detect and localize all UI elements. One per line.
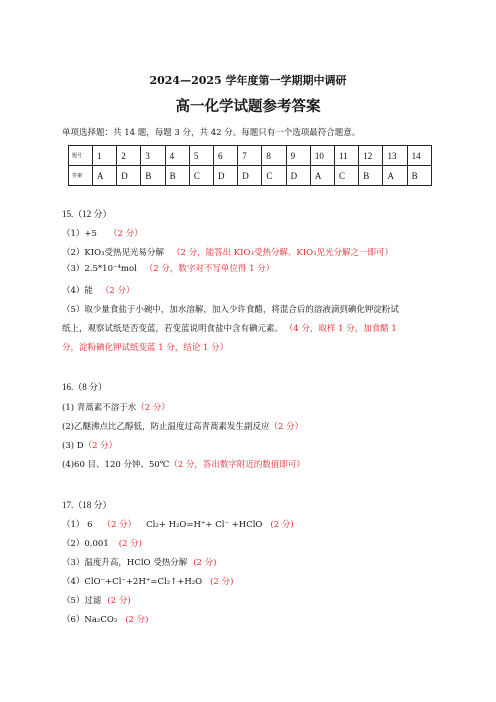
answer-text: （2）0.001 [62,539,109,549]
score-note: （2 分，能答出 KIO₃受热分解、KIO₃见光分解之一即可） [172,248,393,258]
answer-cell: C [262,166,286,186]
question-number: 4 [165,146,189,166]
q15-line-5b [62,322,397,334]
q17-line-1 [62,518,294,530]
question-number: 10 [310,146,334,166]
question-number: 3 [141,146,165,166]
question-number: 11 [335,146,359,166]
score-note: (2 分) [210,577,234,587]
q16-line-1 [62,401,170,413]
answer-text: （1）+5 [62,229,97,239]
q15-line-5c: 分，淀粉碘化钾试纸变蓝 1 分，结论 1 分） [62,343,229,353]
answer-text: （6）Na₂CO₃ [62,615,118,625]
score-note: （2 分） [108,229,143,239]
question-number: 6 [214,146,238,166]
answer-text: （3）温度升高，HClO 受热分解 [62,558,188,568]
score-note: (2 分) [107,596,131,606]
row-label-answer: 答案 [69,166,93,186]
answer-cell: B [165,166,189,186]
answer-cell: A [383,166,407,186]
answer-text: (2)乙醚沸点比乙醇低，防止温度过高青蒿素发生副反应 [62,422,270,432]
score-note: （2 分，数字对不写单位得 1 分） [144,264,275,274]
row-label-number: 题号 [69,146,93,166]
answer-cell: B [407,166,431,186]
answer-text: (1) 青蒿素不溶于水 [62,403,137,413]
answer-text: (3) D [62,441,84,451]
score-note: （2 分） [83,441,118,451]
q17-line-4 [62,575,233,587]
answer-text: （2）KIO₃受热见光易分解 [62,248,164,258]
mcq-instructions: 单项选择题：共 14 题，每题 3 分，共 42 分。每题只有一个选项最符合题意。 [62,128,361,138]
q15-heading: 15.（12 分） [62,209,112,219]
q16-line-4 [62,458,305,470]
answer-table [68,145,432,186]
question-number: 5 [189,146,213,166]
equation-text: （4）ClO⁻+Cl⁻+2H⁺=Cl₂↑+H₂O [62,577,203,587]
answer-cell: C [189,166,213,186]
score-note: （2 分） [100,286,135,296]
answer-text: （1） 6 [62,520,93,530]
q17-line-2 [62,537,142,549]
q16-heading: 16.（8 分） [62,382,108,392]
score-note: (2 分) [270,520,294,530]
answer-cell: D [286,166,310,186]
q17-line-5 [62,594,131,606]
question-number: 12 [359,146,383,166]
answer-cell: D [238,166,262,186]
question-number: 7 [238,146,262,166]
answer-cell: C [335,166,359,186]
q15-line-2 [62,246,393,258]
score-note: （4 分，取样 1 分，加食醋 1 [289,324,397,334]
score-note: （2 分） [102,520,137,530]
answer-cell: D [214,166,238,186]
question-number: 9 [286,146,310,166]
score-note: (2 分) [125,615,149,625]
q16-line-3 [62,439,117,451]
answer-cell: A [310,166,334,186]
answer-cell: B [359,166,383,186]
question-number: 8 [262,146,286,166]
q15-line-5a: （5）取少量食盐于小碗中，加水溶解，加入少许食醋，将混合后的溶液滴到碘化钾淀粉试 [62,305,399,315]
question-number: 14 [407,146,431,166]
question-number-row [69,146,432,166]
question-number: 13 [383,146,407,166]
q15-line-4 [62,284,135,296]
q17-line-6 [62,613,148,625]
answer-text: （4）能 [62,286,93,296]
answer-row [69,166,432,186]
exam-title: 2024—2025 学年度第一学期期中调研 [149,74,347,87]
q17-heading: 17.（18 分） [62,500,112,510]
q16-line-2 [62,420,303,432]
answer-text: 纸上，观察试纸是否变蓝，若变蓝说明食盐中含有碘元素。 [62,324,284,334]
answer-text: （3）2.5*10⁻⁴mol [62,264,137,274]
question-number: 2 [117,146,141,166]
answer-cell: D [117,166,141,186]
score-note: （2 分） [269,422,304,432]
answer-text: (4)60 目、120 分钟、50℃ [62,460,170,470]
score-note: (2 分) [193,558,217,568]
q17-line-3 [62,556,216,568]
answer-cell: A [93,166,117,186]
q15-line-3 [62,262,274,274]
answer-text: （5）过滤 [62,596,102,606]
question-number: 1 [93,146,117,166]
answer-key-title: 高一化学试题参考答案 [175,98,321,115]
score-note: （2 分，答出数字附近的数值即可） [169,460,305,470]
score-note: （2 分） [136,403,170,413]
score-note: (2 分) [118,539,142,549]
q15-line-1 [62,227,143,239]
answer-cell: B [141,166,165,186]
equation-text: Cl₂+ H₂O=H⁺+ Cl⁻ +HClO [146,520,263,530]
